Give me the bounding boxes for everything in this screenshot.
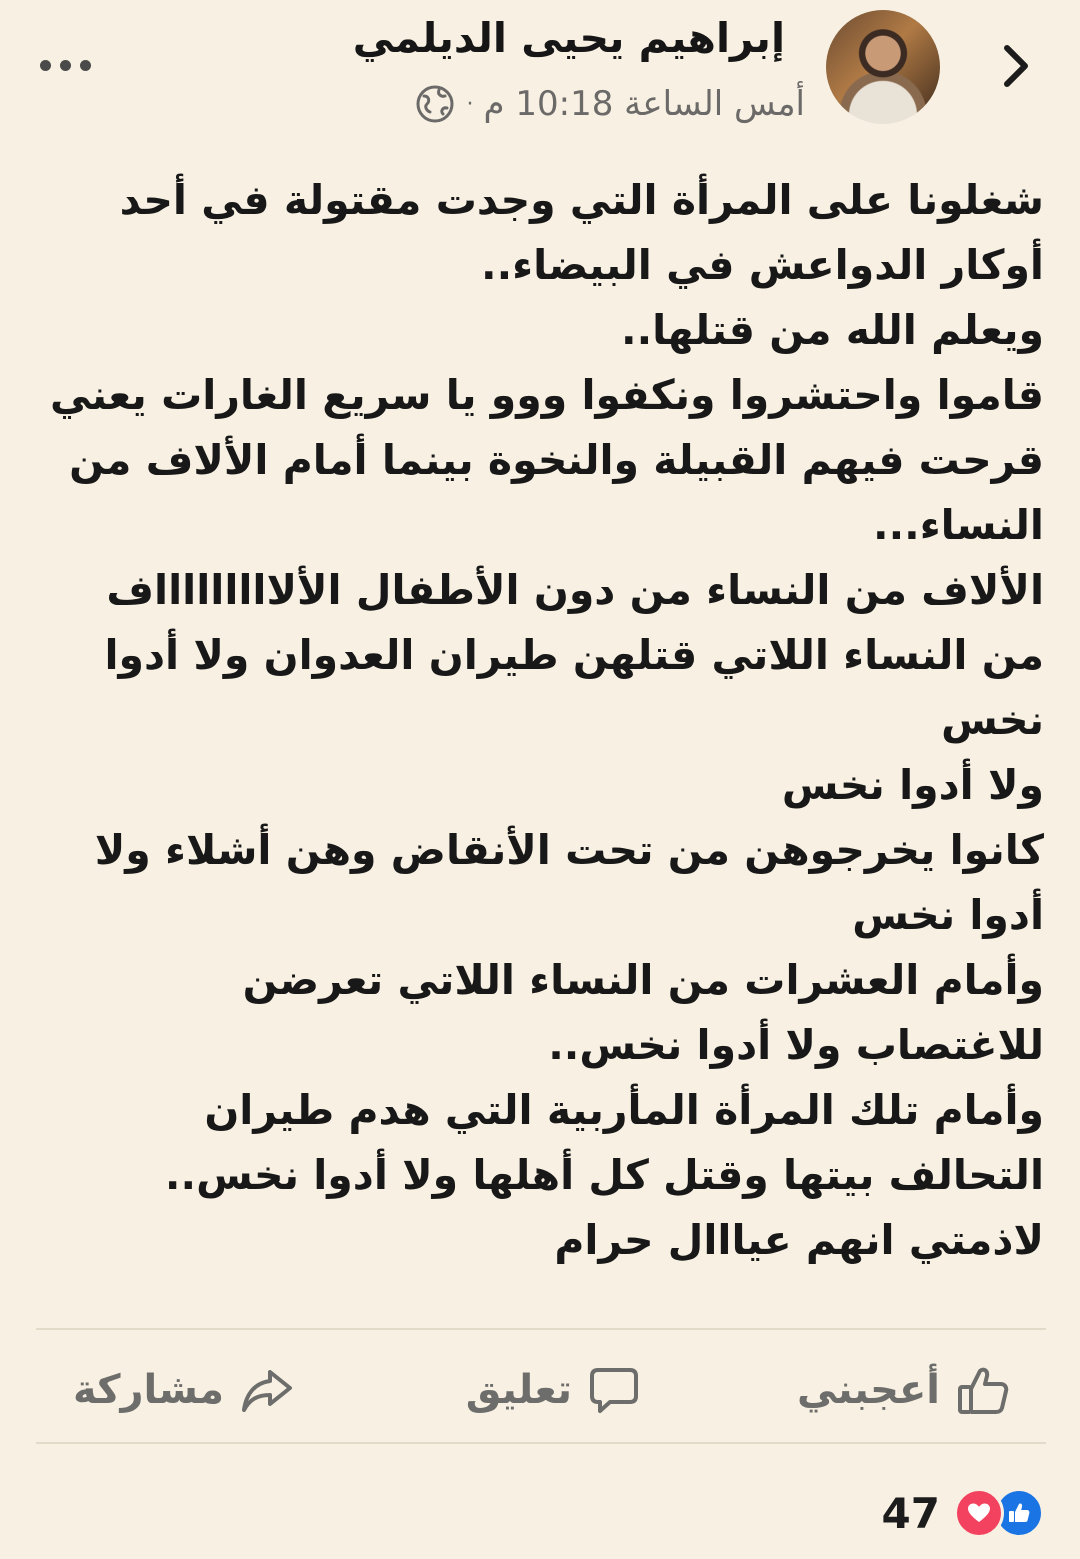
- comment-icon: [588, 1364, 640, 1416]
- post-line: من النساء اللاتي قتلهن طيران العدوان ولا أدوا: [104, 631, 1044, 679]
- post-line: للاغتصاب ولا أدوا نخس..: [548, 1021, 1044, 1069]
- post-line: شغلونا على المرأة التي وجدت مقتولة في أحد: [119, 176, 1044, 224]
- share-button[interactable]: [73, 1340, 294, 1440]
- author-name[interactable]: إبراهيم يحيى الديلمي: [352, 14, 785, 62]
- post-text: [36, 168, 1044, 1273]
- post-line: قاموا واحتشروا ونكفوا ووو يا سريع الغارات يعني: [50, 371, 1044, 419]
- chevron-right-icon: [1001, 44, 1031, 88]
- post-line: قرحت فيهم القبيلة والنخوة بينما أمام الألاف من: [69, 436, 1044, 484]
- more-dot: [40, 60, 51, 71]
- divider-bottom: [36, 1442, 1046, 1444]
- love-reaction-icon: [954, 1488, 1004, 1538]
- share-icon: [240, 1366, 294, 1414]
- like-button[interactable]: [797, 1340, 1010, 1440]
- share-label: مشاركة: [72, 1367, 224, 1413]
- more-options-button[interactable]: [40, 48, 100, 82]
- reaction-icons: [954, 1488, 1044, 1538]
- post-line: أوكار الدواعش في البيضاء..: [481, 241, 1044, 289]
- reactions-summary[interactable]: [882, 1486, 1044, 1540]
- post-line: ولا أدوا نخس: [781, 761, 1044, 809]
- post-line: نخس: [941, 696, 1044, 744]
- post-line: كانوا يخرجوهن من تحت الأنقاض وهن أشلاء ولا: [94, 826, 1044, 874]
- globe-icon[interactable]: [413, 82, 457, 126]
- more-dot: [80, 60, 91, 71]
- post-line: وأمام العشرات من النساء اللاتي تعرضن: [242, 956, 1044, 1004]
- avatar[interactable]: [826, 10, 940, 124]
- post-line: النساء...: [873, 501, 1044, 549]
- post-line: أدوا نخس: [852, 891, 1044, 939]
- post-line: وأمام تلك المرأة المأربية التي هدم طيران: [204, 1086, 1044, 1134]
- meta-separator: ·: [466, 91, 474, 117]
- post-meta: [413, 80, 805, 128]
- more-dot: [60, 60, 71, 71]
- thumbs-up-icon: [956, 1363, 1010, 1417]
- post-line: لاذمتي انهم عيااال حرام: [554, 1216, 1044, 1264]
- post-line: التحالف بيتها وقتل كل أهلها ولا أدوا نخس..: [164, 1151, 1044, 1199]
- comment-label: تعليق: [465, 1367, 572, 1413]
- post-line: ويعلم الله من قتلها..: [621, 306, 1044, 354]
- divider-top: [36, 1328, 1046, 1330]
- timestamp[interactable]: أمس الساعة 10:18 م: [483, 84, 805, 124]
- post-header: [0, 0, 1080, 140]
- comment-button[interactable]: [466, 1340, 640, 1440]
- action-bar: [0, 1340, 1080, 1440]
- like-label: أعجبني: [797, 1367, 940, 1413]
- reaction-count: 47: [881, 1488, 940, 1538]
- post-line: الألاف من النساء من دون الأطفال الألاااااااااف: [106, 566, 1044, 614]
- back-button[interactable]: [990, 38, 1042, 94]
